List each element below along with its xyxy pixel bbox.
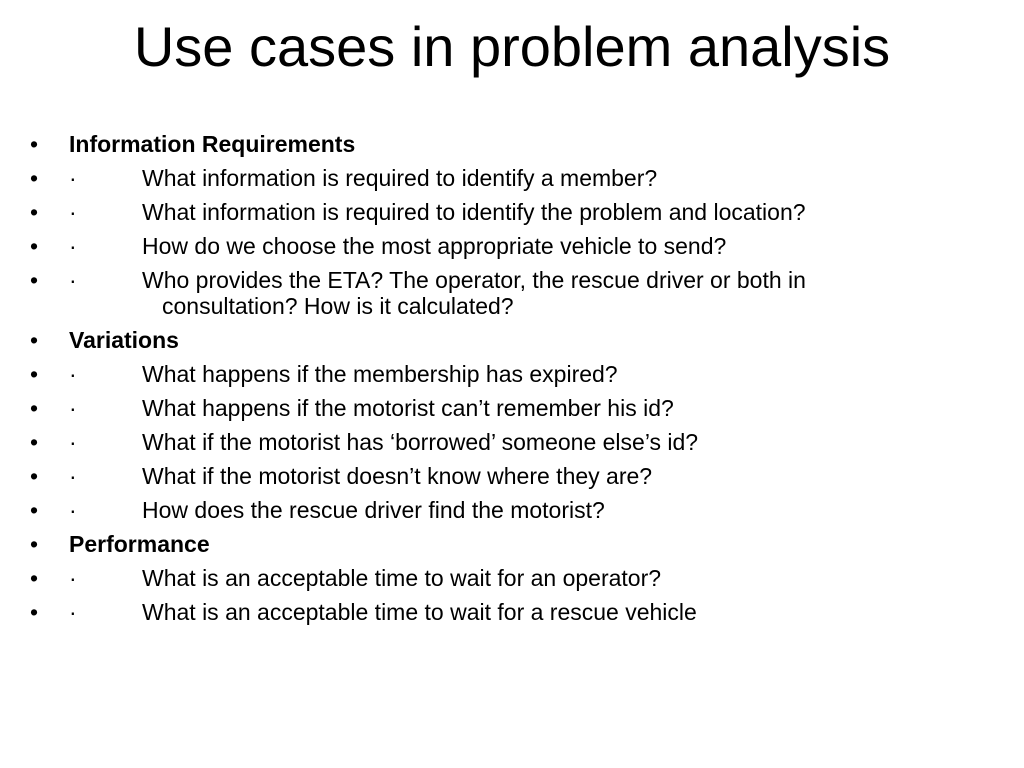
list-item-text: Who provides the ETA? The operator, the rescue driver or both in <box>142 267 806 293</box>
section-heading-variations <box>30 323 1000 357</box>
section-heading-text: Performance <box>69 531 210 557</box>
list-item <box>30 229 1000 263</box>
bullet-icon: • <box>30 165 39 191</box>
sub-marker: · <box>69 497 77 523</box>
bullet-icon: • <box>30 395 39 421</box>
bullet-icon: • <box>30 131 39 157</box>
sub-marker: · <box>69 165 77 191</box>
bullet-icon: • <box>30 463 39 489</box>
list-item-text: What happens if the membership has expired? <box>142 361 618 387</box>
section-heading-text: Information Requirements <box>69 131 356 157</box>
list-item-text: What happens if the motorist can’t remember his id? <box>142 395 674 421</box>
list-item <box>30 595 1000 629</box>
list-item-text: What if the motorist doesn’t know where they are? <box>142 463 653 489</box>
list-item-continuation: consultation? How is it calculated? <box>162 293 514 319</box>
sub-marker: · <box>69 199 77 225</box>
bullet-icon: • <box>30 599 39 625</box>
sub-marker: · <box>69 565 77 591</box>
list-item <box>30 493 1000 527</box>
list-item-text: What is an acceptable time to wait for an operator? <box>142 565 662 591</box>
list-item-text: What is an acceptable time to wait for a rescue vehicle <box>142 599 697 625</box>
list-item <box>30 459 1000 493</box>
bullet-list <box>30 127 1000 629</box>
sub-marker: · <box>69 599 77 625</box>
list-item <box>30 263 1000 323</box>
bullet-icon: • <box>30 267 39 293</box>
sub-marker: · <box>69 361 77 387</box>
bullet-icon: • <box>30 361 39 387</box>
list-item <box>30 161 1000 195</box>
list-item-text: How do we choose the most appropriate vehicle to send? <box>142 233 727 259</box>
list-item <box>30 357 1000 391</box>
section-heading-performance <box>30 527 1000 561</box>
sub-marker: · <box>69 429 77 455</box>
list-item-text: How does the rescue driver find the motorist? <box>142 497 605 523</box>
bullet-icon: • <box>30 327 39 353</box>
sub-marker: · <box>69 395 77 421</box>
list-item <box>30 561 1000 595</box>
bullet-icon: • <box>30 565 39 591</box>
section-heading-text: Variations <box>69 327 179 353</box>
slide-title: Use cases in problem analysis <box>133 15 891 78</box>
list-item <box>30 195 1000 229</box>
list-item <box>30 391 1000 425</box>
bullet-icon: • <box>30 199 39 225</box>
list-item-text: What information is required to identify a member? <box>142 165 658 191</box>
bullet-icon: • <box>30 233 39 259</box>
list-item-text: What if the motorist has ‘borrowed’ someone else’s id? <box>142 429 699 455</box>
sub-marker: · <box>69 267 77 293</box>
list-item-text: What information is required to identify the problem and location? <box>142 199 806 225</box>
bullet-icon: • <box>30 531 39 557</box>
bullet-icon: • <box>30 497 39 523</box>
sub-marker: · <box>69 233 77 259</box>
section-heading-information-requirements <box>30 127 1000 161</box>
sub-marker: · <box>69 463 77 489</box>
list-item <box>30 425 1000 459</box>
bullet-icon: • <box>30 429 39 455</box>
